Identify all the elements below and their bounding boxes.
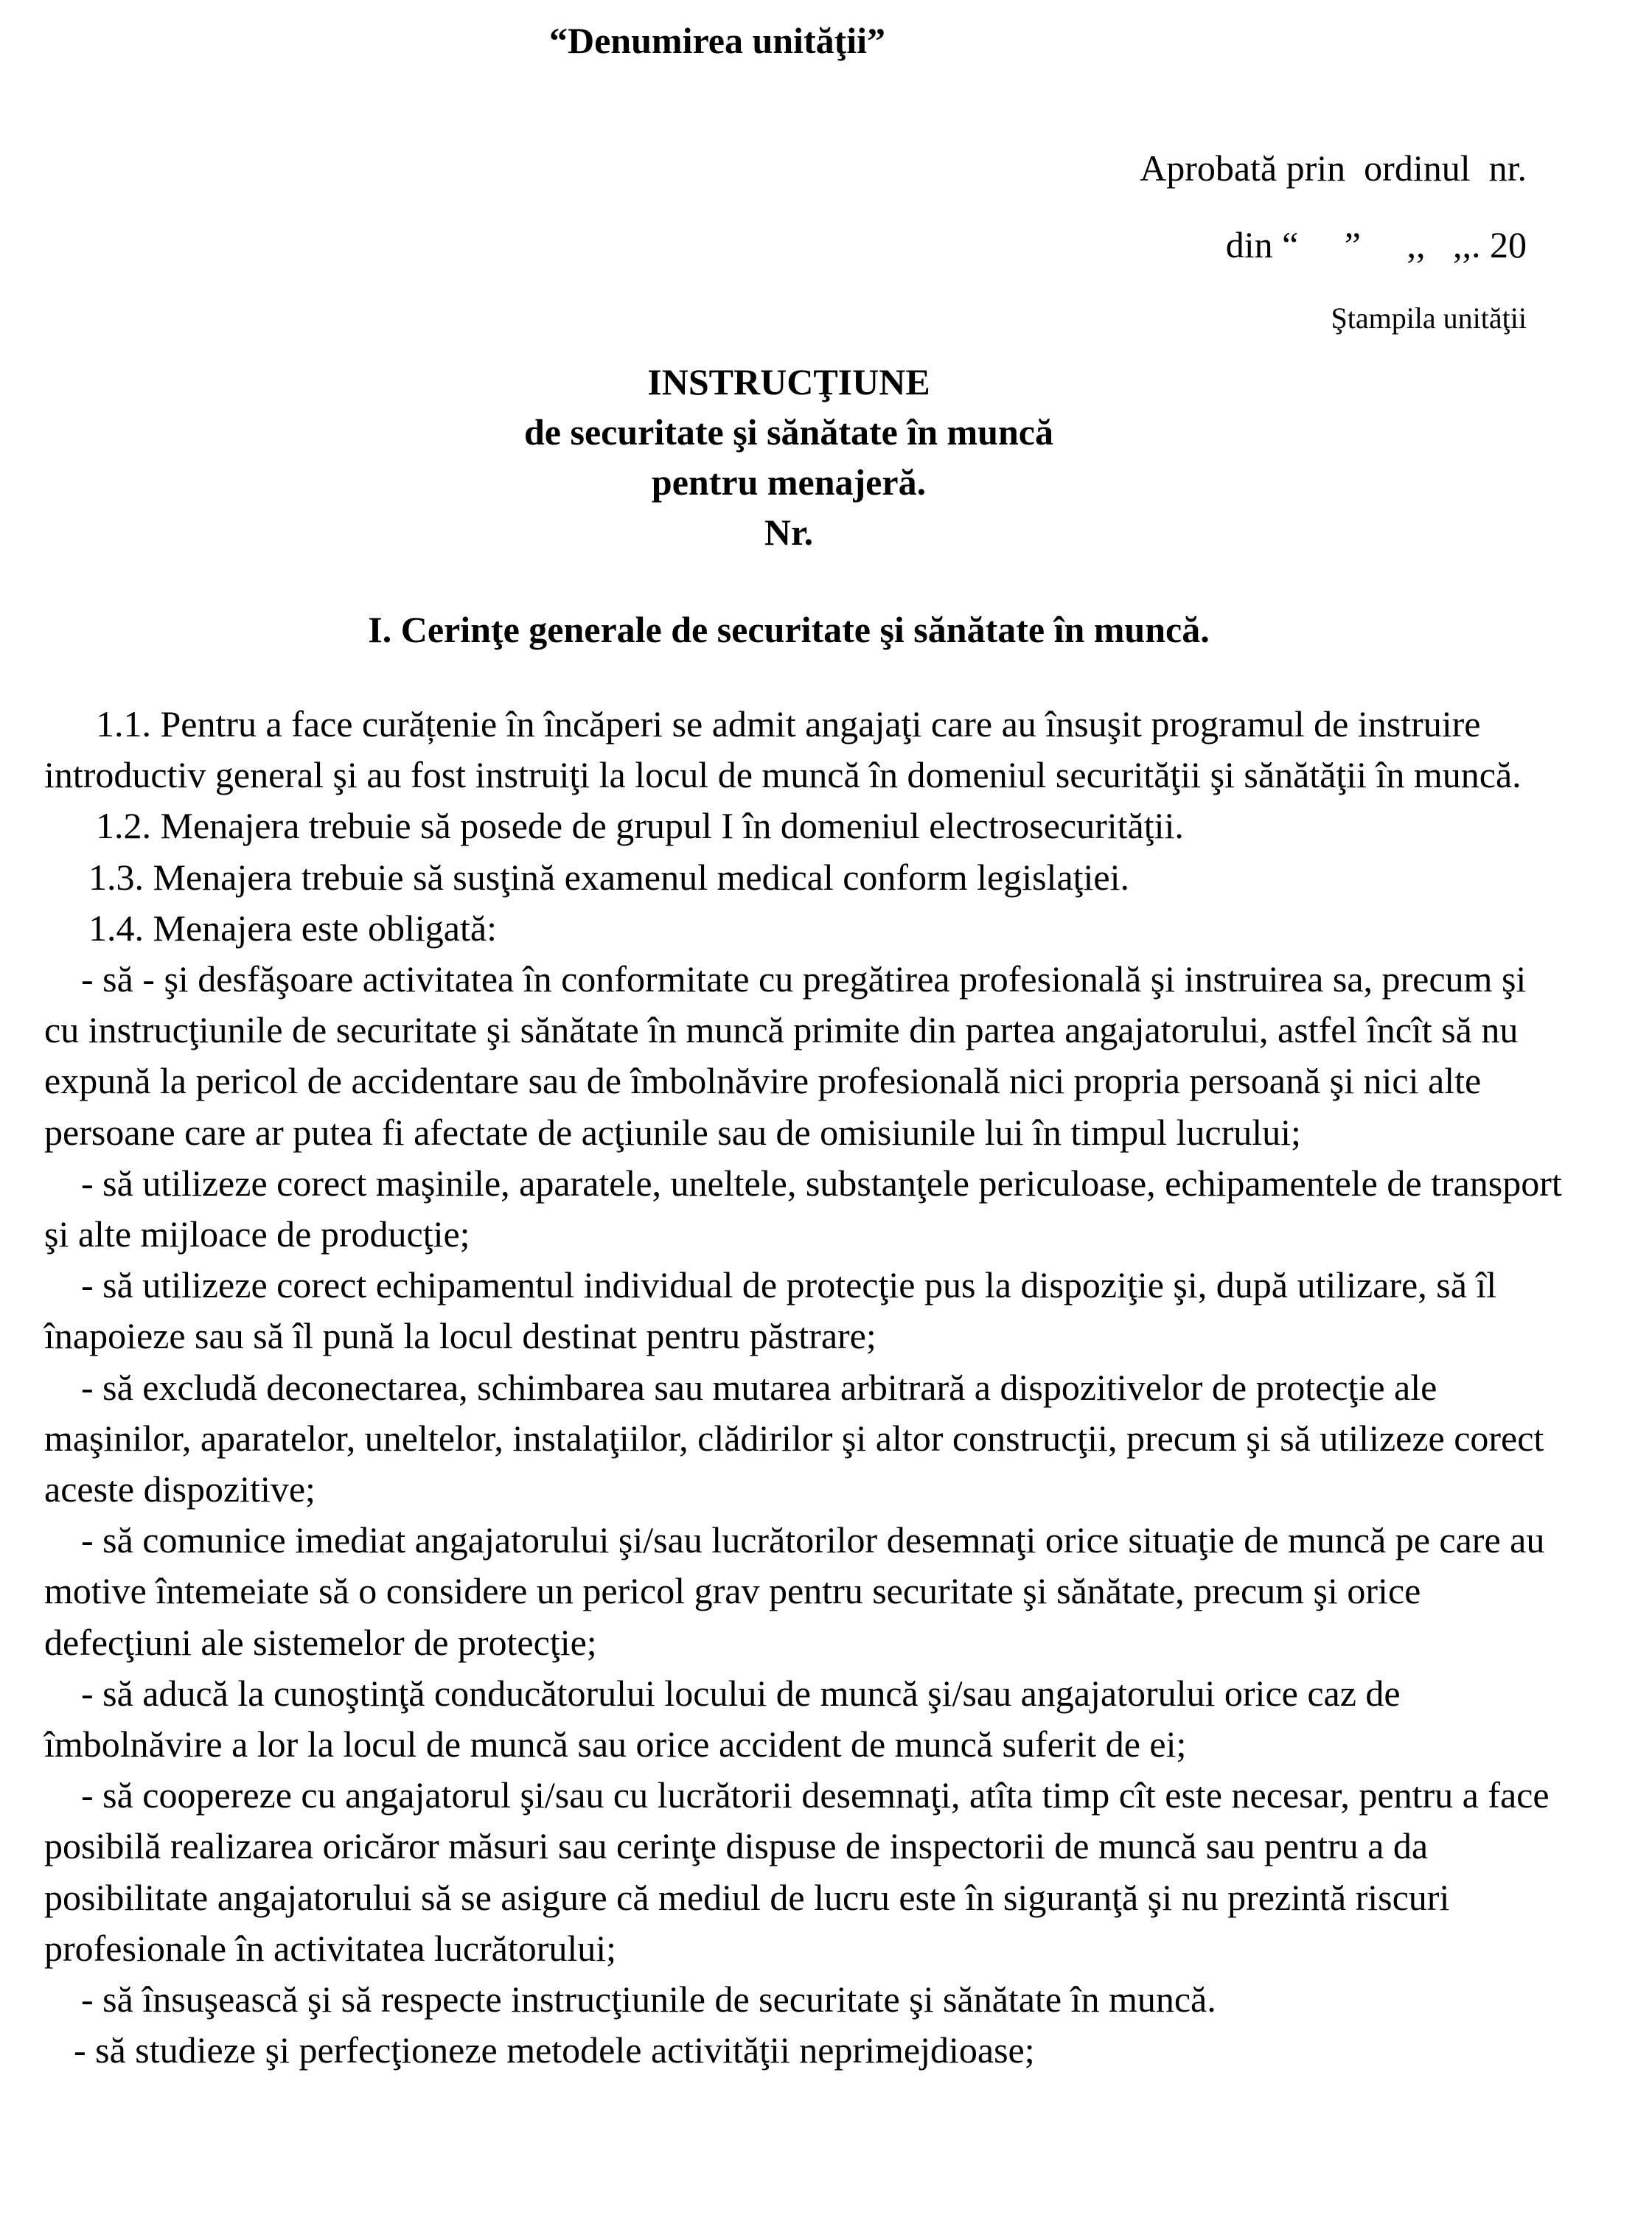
obligation-item: - să utilizeze corect echipamentul individual de protecţie pus la dispoziţie şi, după utilizare, să îl înapoieze sau să îl pună la locul destinat pentru păstrare; (44, 1264, 1497, 1357)
obligation-item: - să utilizeze corect maşinile, aparatele, uneltele, substanţele periculoase, echipamentele de transport şi alte mijloace de producţie; (44, 1162, 1562, 1255)
paragraph-1-3: 1.3. Menajera trebuie să susţină examenul medical conform legislaţiei. (88, 856, 1130, 898)
title-line-4: Nr. (764, 512, 814, 553)
section-heading: I. Cerinţe generale de securitate şi sănătate în muncă. (368, 609, 1210, 650)
title-line-3: pentru menajeră. (651, 461, 927, 503)
title-line-2: de securitate şi sănătate în muncă (524, 411, 1053, 453)
paragraph-1-2: 1.2. Menajera trebuie să posede de grupul I în domeniul electrosecurităţii. (96, 805, 1184, 847)
approval-date-line: din “ ” ,, ,,. 20 (1225, 224, 1527, 265)
obligation-item: - să coopereze cu angajatorul şi/sau cu lucrătorii desemnaţi, atîta timp cît este necesar, pentru a face posibilă realizarea oricăror măsuri sau cerinţe dispuse de inspectorii de muncă sau pentru a da posibilitate angajatorului să se asigure că mediul de lucru este în siguranţă şi nu prezintă riscuri profesionale în activitatea lucrătorului; (44, 1774, 1550, 1969)
paragraph-1-4: 1.4. Menajera este obligată: (88, 907, 497, 949)
section-body (44, 699, 1563, 2076)
title-line-1: INSTRUCŢIUNE (647, 361, 930, 402)
approval-order-line: Aprobată prin ordinul nr. (1140, 147, 1527, 189)
stamp-label: Ştampila unităţii (1331, 301, 1527, 335)
obligation-item: - să comunice imediat angajatorului şi/sau lucrătorilor desemnaţi orice situaţie de muncă pe care au motive întemeiate să o considere un pericol grav pentru securitate şi sănătate, precum şi orice defecţiuni ale sistemelor de protecţie; (44, 1519, 1545, 1663)
obligation-item: - să excludă deconectarea, schimbarea sau mutarea arbitrară a dispozitivelor de protecţie ale maşinilor, aparatelor, uneltelor, instalaţiilor, clădirilor şi altor construcţii, precum şi să utilizeze corect aceste dispozitive; (44, 1366, 1544, 1510)
obligation-item: - să studieze şi perfecţioneze metodele activităţii neprimejdioase; (74, 2029, 1035, 2071)
unit-name: “Denumirea unităţii” (549, 20, 886, 61)
approval-block (1140, 116, 1527, 367)
obligation-item: - să aducă la cunoştinţă conducătorului locului de muncă şi/sau angajatorului orice caz de îmbolnăvire a lor la locul de muncă sau orice accident de muncă suferit de ei; (44, 1672, 1401, 1765)
obligation-item: - să - şi desfăşoare activitatea în conformitate cu pregătirea profesională şi instruirea sa, precum şi cu instrucţiunile de securitate şi sănătate în muncă primite din partea angajatorului, astfel încît să nu expună la pericol de accidentare sau de îmbolnăvire profesională nici propria persoană şi nici alte persoane care ar putea fi afectate de acţiunile sau de omisiunile lui în timpul lucrului; (44, 958, 1527, 1153)
paragraph-1-1: 1.1. Pentru a face curățenie în încăperi se admit angajaţi care au însuşit programul de instruire introductiv general şi au fost instruiţi la locul de muncă în domeniul securităţii şi sănătăţii în muncă. (44, 703, 1522, 796)
document-title (0, 357, 1578, 557)
obligation-item: - să însuşească şi să respecte instrucţiunile de securitate şi sănătate în muncă. (81, 1978, 1216, 2020)
